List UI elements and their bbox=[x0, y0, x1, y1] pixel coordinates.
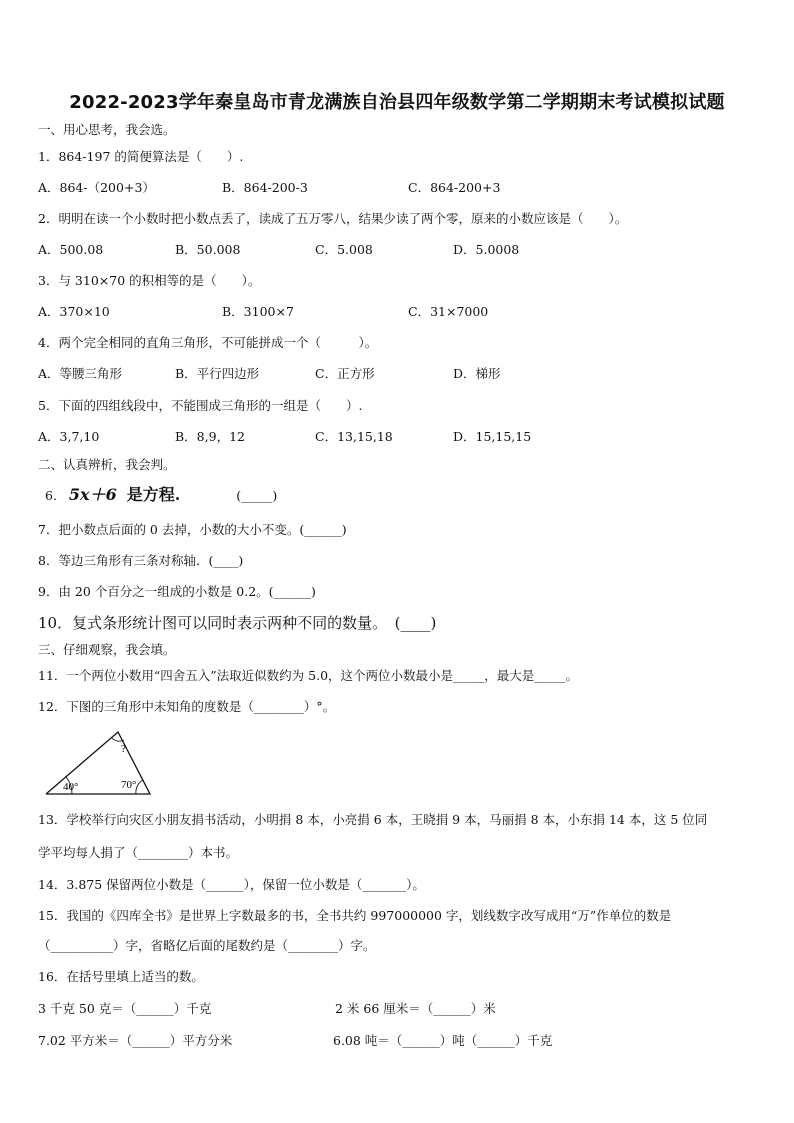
question-6 bbox=[45, 482, 277, 505]
question-5-option-b: B．8,9，12 bbox=[175, 429, 245, 444]
question-6-text: 是方程. bbox=[126, 485, 181, 504]
question-4-option-a: A．等腰三角形 bbox=[38, 366, 123, 381]
question-1-option-b: B．864-200-3 bbox=[222, 180, 308, 195]
section-heading-fill: 三、仔细观察，我会填。 bbox=[38, 642, 176, 657]
question-2-option-b: B．50.008 bbox=[175, 242, 241, 257]
question-16-item-c: 7.02 平方米＝（______）平方分米 bbox=[38, 1033, 233, 1048]
question-16-item-d: 6.08 吨＝（______）吨（______）千克 bbox=[333, 1033, 553, 1048]
section-heading-choice: 一、用心思考，我会选。 bbox=[38, 122, 176, 137]
question-14: 14．3.875 保留两位小数是（______），保留一位小数是（_______）。 bbox=[38, 877, 425, 892]
question-5-option-a: A．3,7,10 bbox=[38, 429, 100, 444]
question-2-option-a: A．500.08 bbox=[38, 242, 104, 257]
question-4-option-c: C．正方形 bbox=[315, 366, 375, 381]
question-11: 11．一个两位小数用“四舍五入”法取近似数约为 5.0，这个两位小数最小是_____，最大是_____。 bbox=[38, 668, 579, 683]
question-15-line-2: （__________）字，省略亿后面的尾数约是（________）字。 bbox=[38, 938, 376, 953]
question-9: 9．由 20 个百分之一组成的小数是 0.2。(______) bbox=[38, 584, 316, 599]
question-2-option-c: C．5.008 bbox=[315, 242, 373, 257]
question-6-expression: 5x＋6 bbox=[68, 485, 117, 504]
question-13-line-1: 13．学校举行向灾区小朋友捐书活动，小明捐 8 本，小亮捐 6 本，王晓捐 9 本，马丽捐 8 本，小东捐 14 本，这 5 位同 bbox=[38, 812, 708, 827]
question-4-stem: 4．两个完全相同的直角三角形，不可能拼成一个（ ）。 bbox=[38, 335, 378, 350]
question-3-option-b: B．3100×7 bbox=[222, 304, 294, 319]
question-4-option-d: D．梯形 bbox=[453, 366, 501, 381]
angle-arc-right bbox=[136, 780, 143, 794]
unknown-angle-label: ? bbox=[121, 743, 126, 755]
question-16-item-b: 2 米 66 厘米＝（______）米 bbox=[335, 1001, 496, 1016]
question-13-line-2: 学平均每人捐了（________）本书。 bbox=[38, 845, 239, 860]
question-15-line-1: 15．我国的《四库全书》是世界上字数最多的书，全书共约 997000000 字，划线数字改写成用“万”作单位的数是 bbox=[38, 908, 672, 923]
section-heading-judge: 二、认真辨析，我会判。 bbox=[38, 457, 176, 472]
triangle-figure bbox=[42, 728, 154, 798]
question-10: 10．复式条形统计图可以同时表示两种不同的数量。 (____) bbox=[38, 614, 437, 632]
page-title: 2022-2023学年秦皇岛市青龙满族自治县四年级数学第二学期期末考试模拟试题 bbox=[69, 92, 725, 113]
angle-label-70: 70° bbox=[121, 779, 137, 791]
question-8: 8．等边三角形有三条对称轴．(____) bbox=[38, 553, 244, 568]
question-1-stem: 1．864-197 的简便算法是（ ）. bbox=[38, 149, 244, 164]
question-1-option-a: A．864-（200+3） bbox=[38, 180, 155, 195]
question-5-option-c: C．13,15,18 bbox=[315, 429, 393, 444]
question-2-option-d: D．5.0008 bbox=[453, 242, 520, 257]
question-16-stem: 16．在括号里填上适当的数。 bbox=[38, 969, 204, 984]
question-1-option-c: C．864-200+3 bbox=[408, 180, 501, 195]
question-6-number: 6. bbox=[45, 488, 57, 503]
question-12-stem: 12．下图的三角形中未知角的度数是（________）°。 bbox=[38, 699, 336, 714]
question-3-option-c: C．31×7000 bbox=[408, 304, 489, 319]
question-5-option-d: D．15,15,15 bbox=[453, 429, 532, 444]
question-16-item-a: 3 千克 50 克＝（______）千克 bbox=[38, 1001, 212, 1016]
angle-label-40: 40° bbox=[63, 781, 79, 793]
question-4-option-b: B．平行四边形 bbox=[175, 366, 260, 381]
question-7: 7．把小数点后面的 0 去掉，小数的大小不变。(______) bbox=[38, 522, 347, 537]
question-6-blank: (_____) bbox=[236, 488, 278, 503]
question-3-stem: 3．与 310×70 的积相等的是（ ）。 bbox=[38, 273, 261, 288]
question-5-stem: 5．下面的四组线段中，不能围成三角形的一组是（ ）. bbox=[38, 398, 363, 413]
question-2-stem: 2．明明在读一个小数时把小数点丢了，读成了五万零八，结果少读了两个零，原来的小数应该是（ ）。 bbox=[38, 211, 628, 226]
question-3-option-a: A．370×10 bbox=[38, 304, 110, 319]
